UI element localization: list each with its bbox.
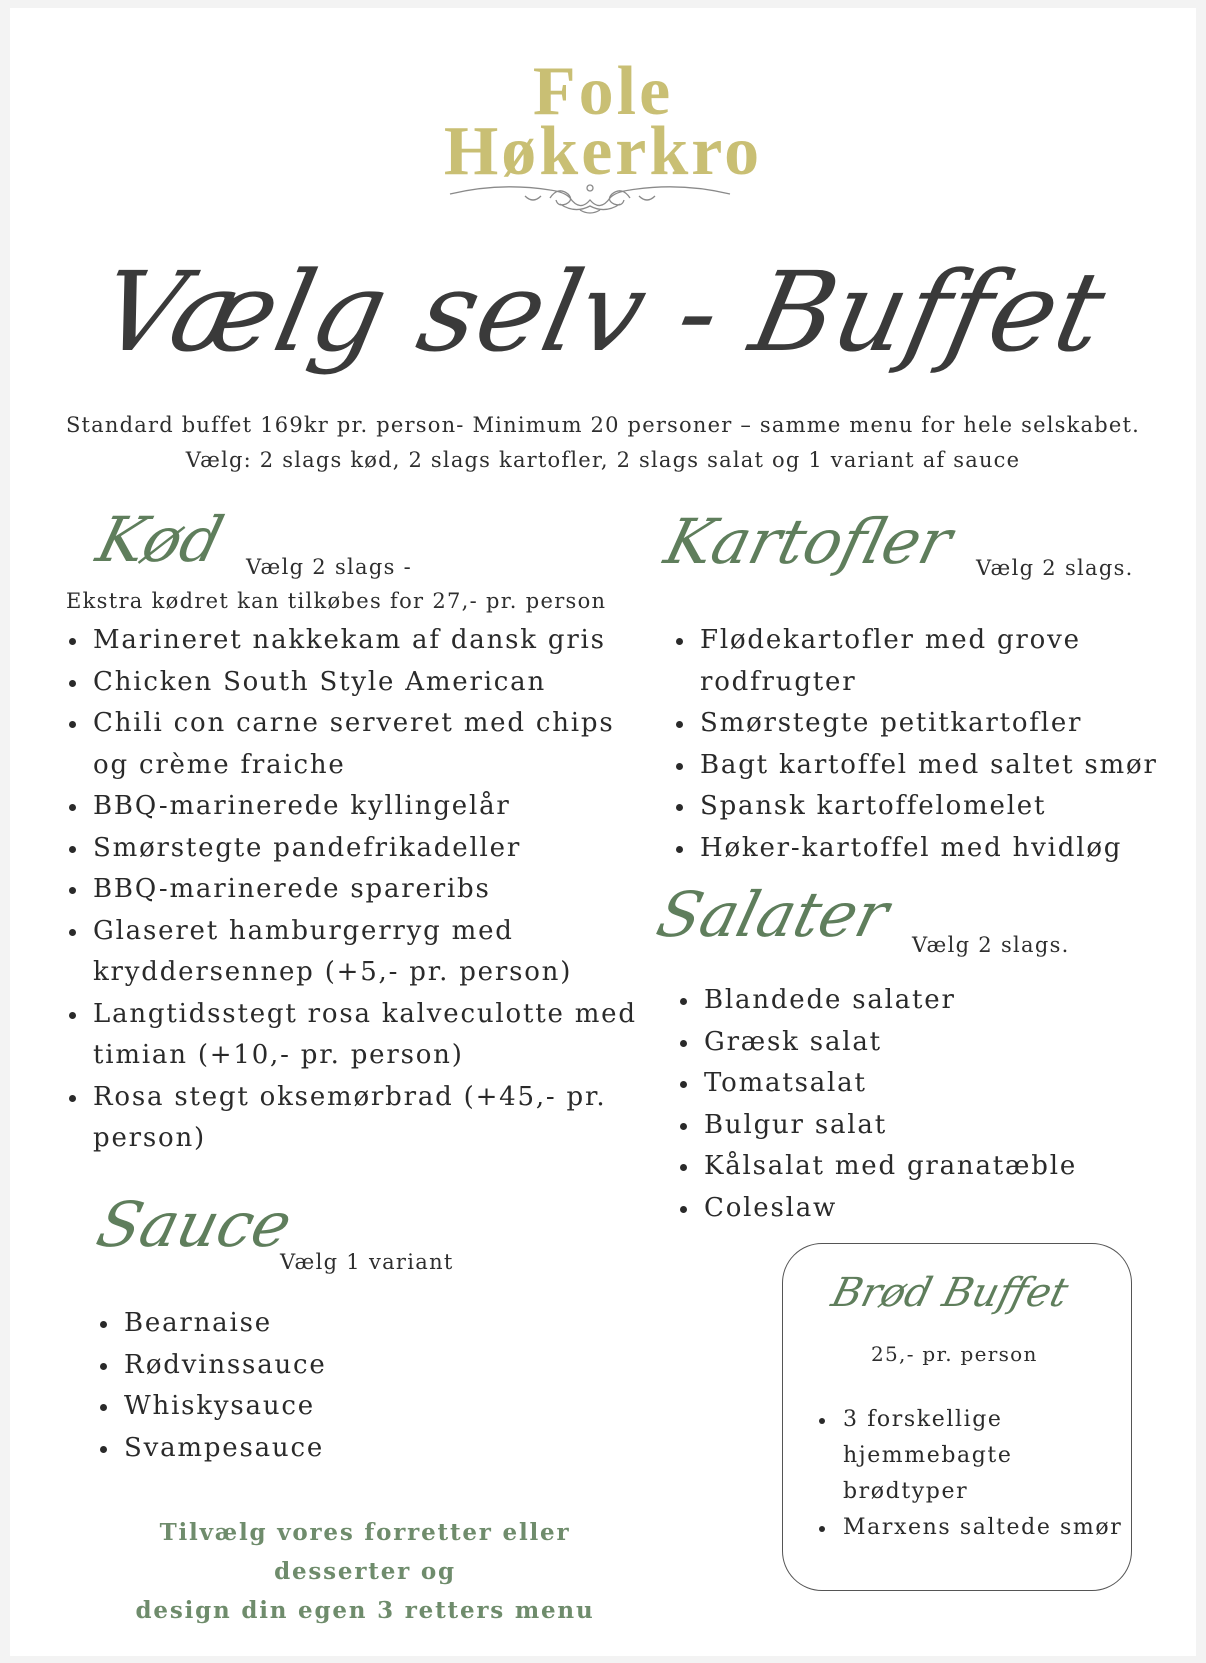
list-item: Bagt kartoffel med saltet smør [700, 745, 1200, 787]
list-item: 3 forskellige hjemmebagte brødtyper [843, 1402, 1143, 1510]
list-item: Blandede salater [704, 980, 1184, 1022]
footer-note [90, 1513, 640, 1630]
kod-choose-note: Vælg 2 slags - [246, 555, 413, 579]
kartofler-choose-note: Vælg 2 slags. [976, 556, 1134, 580]
brod-list [815, 1402, 1143, 1546]
logo-line-1: Fole [532, 53, 674, 130]
salater-list [676, 980, 1184, 1229]
salater-choose-note: Vælg 2 slags. [912, 933, 1070, 957]
list-item: Marxens saltede smør [843, 1510, 1143, 1546]
sauce-choose-note: Vælg 1 variant [280, 1250, 454, 1274]
footer-line-1: Tilvælg vores forretter eller desserter og [159, 1519, 571, 1585]
kod-heading: Kød [90, 503, 231, 576]
list-item: Bearnaise [124, 1303, 524, 1345]
list-item: Rosa stegt oksemørbrad (+45,- pr. person) [93, 1077, 653, 1160]
logo-line-2: Høkerkro [443, 113, 763, 190]
kartofler-heading: Kartofler [658, 505, 960, 578]
list-item: Bulgur salat [704, 1105, 1184, 1147]
sauce-heading: Sauce [90, 1188, 299, 1261]
list-item: Langtidsstegt rosa kalveculotte med timian (+10,- pr. person) [93, 994, 653, 1077]
kartofler-list [672, 620, 1200, 869]
list-item: Kålsalat med granatæble [704, 1146, 1184, 1188]
brod-price: 25,- pr. person [871, 1342, 1038, 1366]
brod-heading: Brød Buffet [827, 1270, 1073, 1316]
list-item: BBQ-marinerede kyllingelår [93, 786, 653, 828]
list-item: Rødvinssauce [124, 1345, 524, 1387]
footer-line-2: design din egen 3 retters menu [135, 1597, 595, 1624]
list-item: Smørstegte pandefrikadeller [93, 828, 653, 870]
list-item: Høker-kartoffel med hvidløg [700, 828, 1200, 870]
list-item: Chicken South Style American [93, 662, 653, 704]
list-item: Svampesauce [124, 1428, 524, 1470]
list-item: Whiskysauce [124, 1386, 524, 1428]
list-item: Græsk salat [704, 1022, 1184, 1064]
kod-list [65, 620, 653, 1160]
list-item: Marineret nakkekam af dansk gris [93, 620, 653, 662]
page-title: Vælg selv - Buffet [89, 248, 1117, 376]
list-item: Tomatsalat [704, 1063, 1184, 1105]
list-item: Chili con carne serveret med chips og crème fraiche [93, 703, 653, 786]
brod-buffet-box [782, 1243, 1132, 1591]
sauce-list [96, 1303, 524, 1469]
list-item: Smørstegte petitkartofler [700, 703, 1200, 745]
menu-page [10, 8, 1196, 1656]
list-item: Spansk kartoffelomelet [700, 786, 1200, 828]
intro-line-1: Standard buffet 169kr pr. person- Minimum 20 personer – samme menu for hele selskabet. [65, 413, 1141, 437]
list-item: Flødekartofler med grove rodfrugter [700, 620, 1200, 703]
list-item: Glaseret hamburgerryg med kryddersennep (+5,- pr. person) [93, 911, 653, 994]
flourish-ornament-icon [440, 174, 740, 220]
salater-heading: Salater [650, 878, 896, 951]
list-item: Coleslaw [704, 1188, 1184, 1230]
kod-extra-note: Ekstra kødret kan tilkøbes for 27,- pr. person [66, 589, 607, 613]
intro-line-2: Vælg: 2 slags kød, 2 slags kartofler, 2 slags salat og 1 variant af sauce [185, 448, 1021, 472]
list-item: BBQ-marinerede spareribs [93, 869, 653, 911]
